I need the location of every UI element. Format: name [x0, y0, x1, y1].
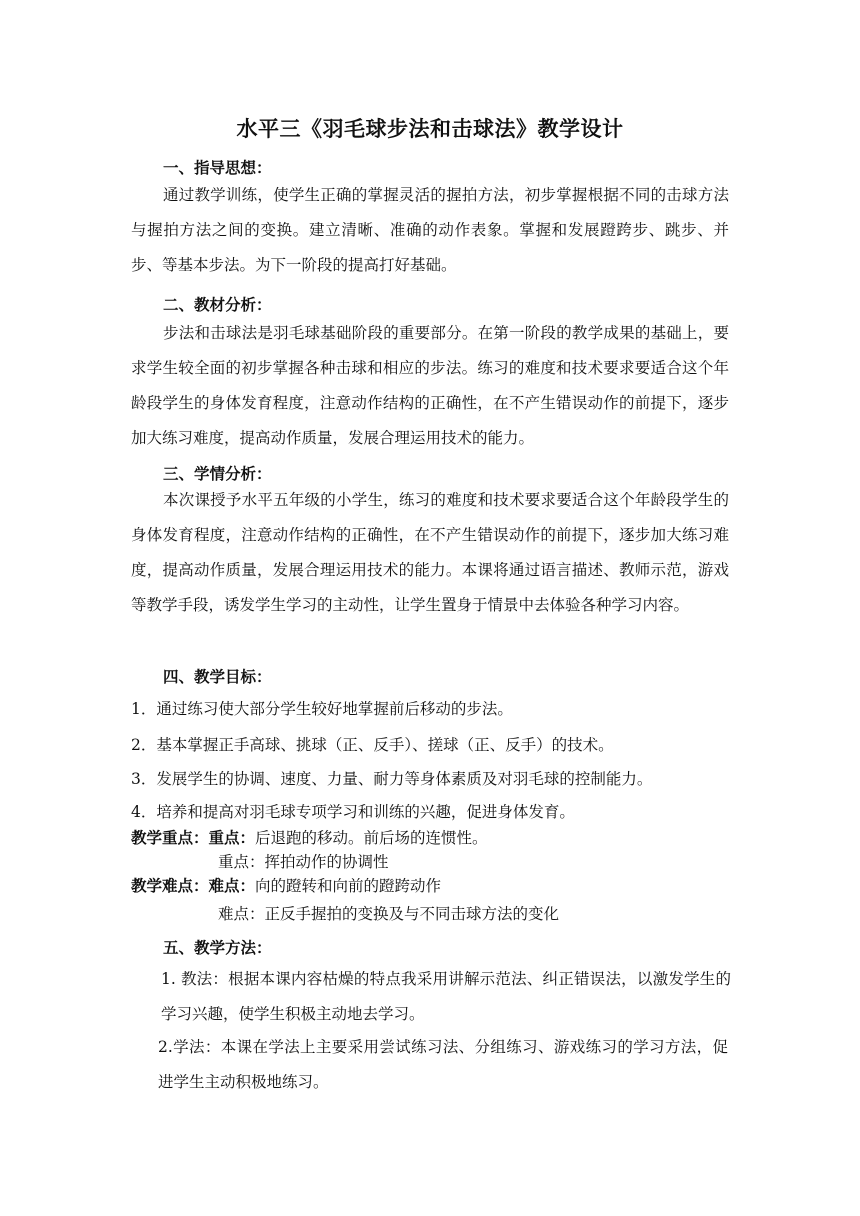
difficulty-label: 教学难点： [131, 877, 209, 895]
section-heading-teaching-goals: 四、教学目标： [163, 668, 272, 686]
section-heading-student-analysis: 三、学情分析： [163, 465, 272, 483]
difficulty-row-1 [131, 874, 441, 896]
difficulty-2: 难点：正反手握拍的变换及与不同击球方法的变化 [218, 905, 560, 923]
section-heading-guiding-thought: 一、指导思想： [163, 159, 272, 177]
method-teaching: 1. 教法：根据本课内容枯燥的特点我采用讲解示范法、纠正错误法，以激发学生的学习兴趣，使学生积极主动地去学习。 [161, 970, 731, 1023]
document-title: 水平三《羽毛球步法和击球法》教学设计 [236, 117, 624, 141]
key-point-2: 重点：挥拍动作的协调性 [218, 853, 389, 871]
difficulty-1-label: 难点： [208, 877, 256, 895]
goal-item-4: 4．培养和提高对羽毛球专项学习和训练的兴趣，促进身体发育。 [131, 803, 575, 821]
goal-item-2: 2．基本掌握正手高球、挑球（正、反手）、搓球（正、反手）的技术。 [131, 736, 614, 754]
paragraph-material-analysis: 步法和击球法是羽毛球基础阶段的重要部分。在第一阶段的教学成果的基础上，要求学生较全面的初步掌握各种击球和相应的步法。练习的难度和技术要求要适合这个年龄段学生的身体发育程度，注意动作结构的正确性，在不产生错误动作的前提下，逐步加大练习难度，提高动作质量，发展合理运用技术的能力。 [131, 324, 729, 447]
goal-item-3: 3．发展学生的协调、速度、力量、耐力等身体素质及对羽毛球的控制能力。 [131, 770, 653, 788]
paragraph-student-analysis: 本次课授予水平五年级的小学生，练习的难度和技术要求要适合这个年龄段学生的身体发育程度，注意动作结构的正确性，在不产生错误动作的前提下，逐步加大练习难度，提高动作质量，发展合理运用技术的能力。本课将通过语言描述、教师示范，游戏等教学手段，诱发学生学习的主动性，让学生置身于情景中去体验各种学习内容。 [131, 491, 729, 614]
key-point-1-label: 重点： [208, 829, 256, 847]
key-points-label: 教学重点： [131, 829, 209, 847]
section-heading-material-analysis: 二、教材分析： [163, 296, 272, 314]
key-points-row-1 [131, 826, 488, 848]
method-learning: 2.学法：本课在学法上主要采用尝试练习法、分组练习、游戏练习的学习方法，促进学生主动积极地练习。 [158, 1038, 728, 1091]
difficulty-1-text: 向的蹬转和向前的蹬跨动作 [255, 877, 442, 895]
section-heading-teaching-methods: 五、教学方法： [163, 939, 272, 957]
paragraph-guiding-thought: 通过教学训练，使学生正确的掌握灵活的握拍方法，初步掌握根据不同的击球方法与握拍方法之间的变换。建立清晰、准确的动作表象。掌握和发展蹬跨步、跳步、并步、等基本步法。为下一阶段的提高打好基础。 [131, 186, 729, 274]
goal-item-1: 1．通过练习使大部分学生较好地掌握前后移动的步法。 [131, 700, 513, 718]
key-point-1-text: 后退跑的移动。前后场的连惯性。 [255, 829, 488, 847]
